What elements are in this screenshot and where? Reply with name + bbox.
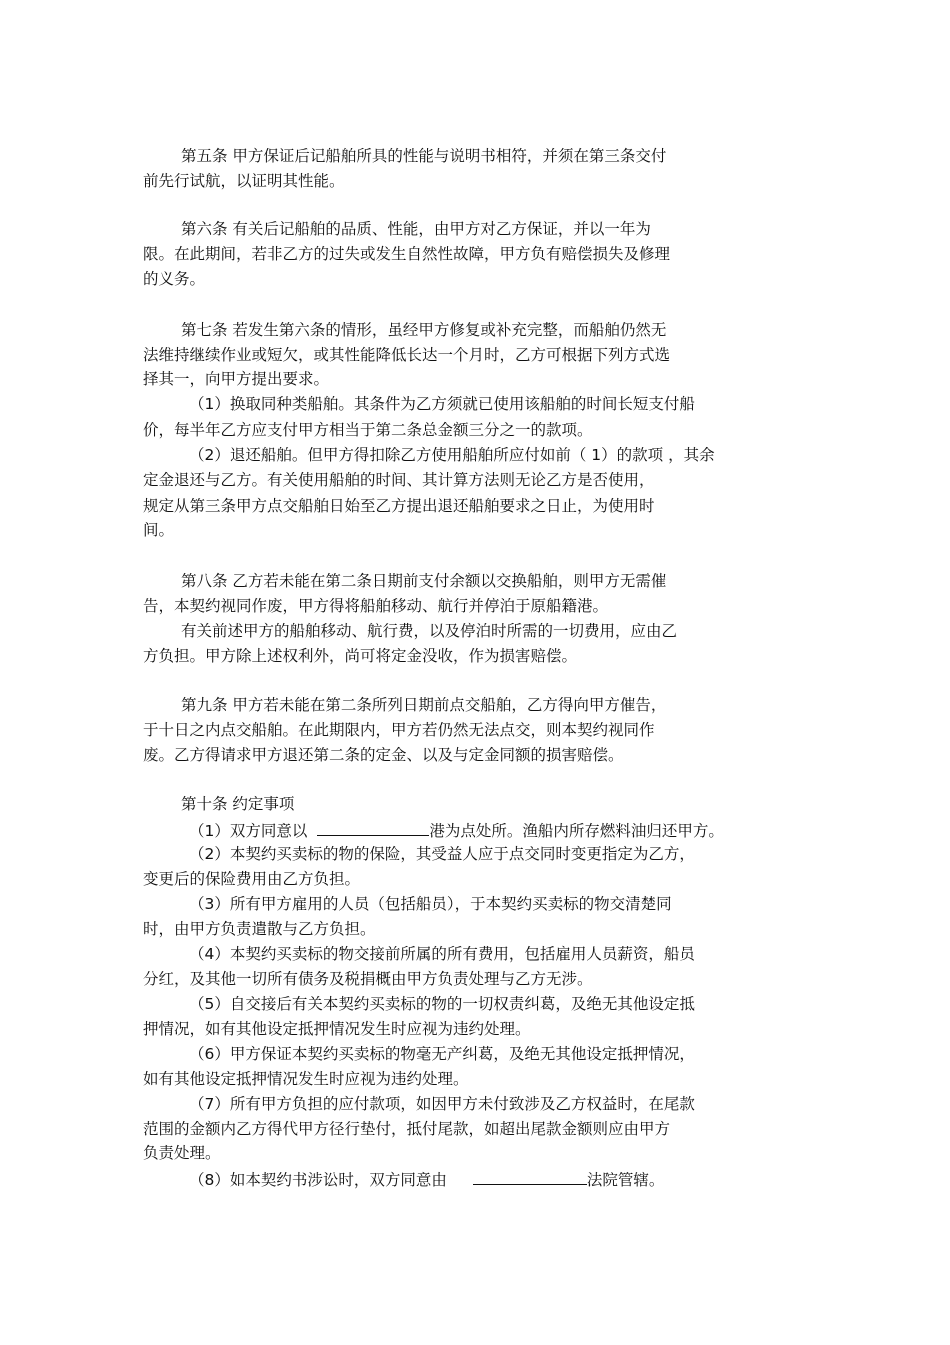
article6-line: 的义务。 — [143, 270, 206, 288]
article10-line: 时，由甲方负责遣散与乙方负担。 — [143, 920, 376, 938]
article7-line: 法维持继续作业或短欠，或其性能降低长达一个月时，乙方可根据下列方式选 — [143, 346, 671, 364]
item8-prefix: （8）如本契约书涉讼时，双方同意由 — [189, 1171, 447, 1189]
article8-line: 告，本契约视同作废，甲方得将船舶移动、航行并停泊于原船籍港。 — [143, 597, 609, 615]
article10-line: （6）甲方保证本契约买卖标的物毫无产纠葛，及绝无其他设定抵押情况， — [189, 1045, 695, 1063]
article7-line: 价，每半年乙方应支付甲方相当于第二条总金额三分之一的款项。 — [143, 421, 593, 439]
article5-line: 前先行试航，以证明其性能。 — [143, 172, 345, 190]
article10-item8 — [189, 1166, 664, 1190]
item1-suffix: 港为点处所。渔船内所存燃料油归还甲方。 — [429, 822, 724, 840]
article8-line: 有关前述甲方的船舶移动、航行费，以及停泊时所需的一切费用，应由乙 — [181, 622, 678, 640]
article10-line: （3）所有甲方雇用的人员（包括船员），于本契约买卖标的物交清楚同 — [189, 895, 672, 913]
article7-line: （1）换取同种类船舶。其条件为乙方须就已使用该船舶的时间长短支付船 — [189, 395, 695, 413]
article10-line: 分红，及其他一切所有债务及税捐概由甲方负责处理与乙方无涉。 — [143, 970, 593, 988]
article10-line: 范围的金额内乙方得代甲方径行垫付，抵付尾款，如超出尾款金额则应由甲方 — [143, 1120, 671, 1138]
article6-line: 限。在此期间，若非乙方的过失或发生自然性故障，甲方负有赔偿损失及修理 — [143, 245, 671, 263]
article8-line: 方负担。甲方除上述权利外，尚可将定金没收，作为损害赔偿。 — [143, 647, 578, 665]
court-name-blank[interactable] — [473, 1166, 587, 1185]
article7-line: 第七条 若发生第六条的情形，虽经甲方修复或补充完整，而船舶仍然无 — [181, 321, 667, 339]
article7-line: 定金退还与乙方。有关使用船舶的时间、其计算方法则无论乙方是否使用， — [143, 471, 655, 489]
article7-line: 择其一，向甲方提出要求。 — [143, 370, 330, 388]
article5-line: 第五条 甲方保证后记船舶所具的性能与说明书相符，并须在第三条交付 — [181, 147, 667, 165]
article7-line: 间。 — [143, 521, 175, 539]
article10-item1 — [189, 817, 724, 841]
port-name-blank[interactable] — [317, 817, 429, 836]
article10-line: 负责处理。 — [143, 1144, 221, 1162]
article6-line: 第六条 有关后记船舶的品质、性能，由甲方对乙方保证，并以一年为 — [181, 220, 651, 238]
article10-line: 押情况，如有其他设定抵押情况发生时应视为违约处理。 — [143, 1020, 531, 1038]
article7-line: 规定从第三条甲方点交船舶日始至乙方提出退还船舶要求之日止，为使用时 — [143, 497, 655, 515]
article10-line: 变更后的保险费用由乙方负担。 — [143, 870, 361, 888]
item8-suffix: 法院管辖。 — [586, 1171, 665, 1189]
article10-line: 如有其他设定抵押情况发生时应视为违约处理。 — [143, 1070, 469, 1088]
item1-prefix: （1）双方同意以 — [189, 822, 308, 840]
article8-line: 第八条 乙方若未能在第二条日期前支付余额以交换船舶，则甲方无需催 — [181, 572, 667, 590]
article10-line: （7）所有甲方负担的应付款项，如因甲方未付致涉及乙方权益时，在尾款 — [189, 1095, 695, 1113]
article10-heading: 第十条 约定事项 — [181, 795, 295, 813]
article9-line: 于十日之内点交船舶。在此期限内，甲方若仍然无法点交，则本契约视同作 — [143, 721, 655, 739]
article9-line: 废。乙方得请求甲方退还第二条的定金、以及与定金同额的损害赔偿。 — [143, 746, 624, 764]
article10-line: （2）本契约买卖标的物的保险，其受益人应于点交同时变更指定为乙方， — [189, 845, 695, 863]
article10-line: （4）本契约买卖标的物交接前所属的所有费用，包括雇用人员薪资，船员 — [189, 945, 695, 963]
article10-line: （5）自交接后有关本契约买卖标的物的一切权责纠葛，及绝无其他设定抵 — [189, 995, 695, 1013]
article7-line: （2）退还船舶。但甲方得扣除乙方使用船舶所应付如前（ 1）的款项 ，其余 — [189, 446, 715, 464]
article9-line: 第九条 甲方若未能在第二条所列日期前点交船舶，乙方得向甲方催告， — [181, 696, 667, 714]
